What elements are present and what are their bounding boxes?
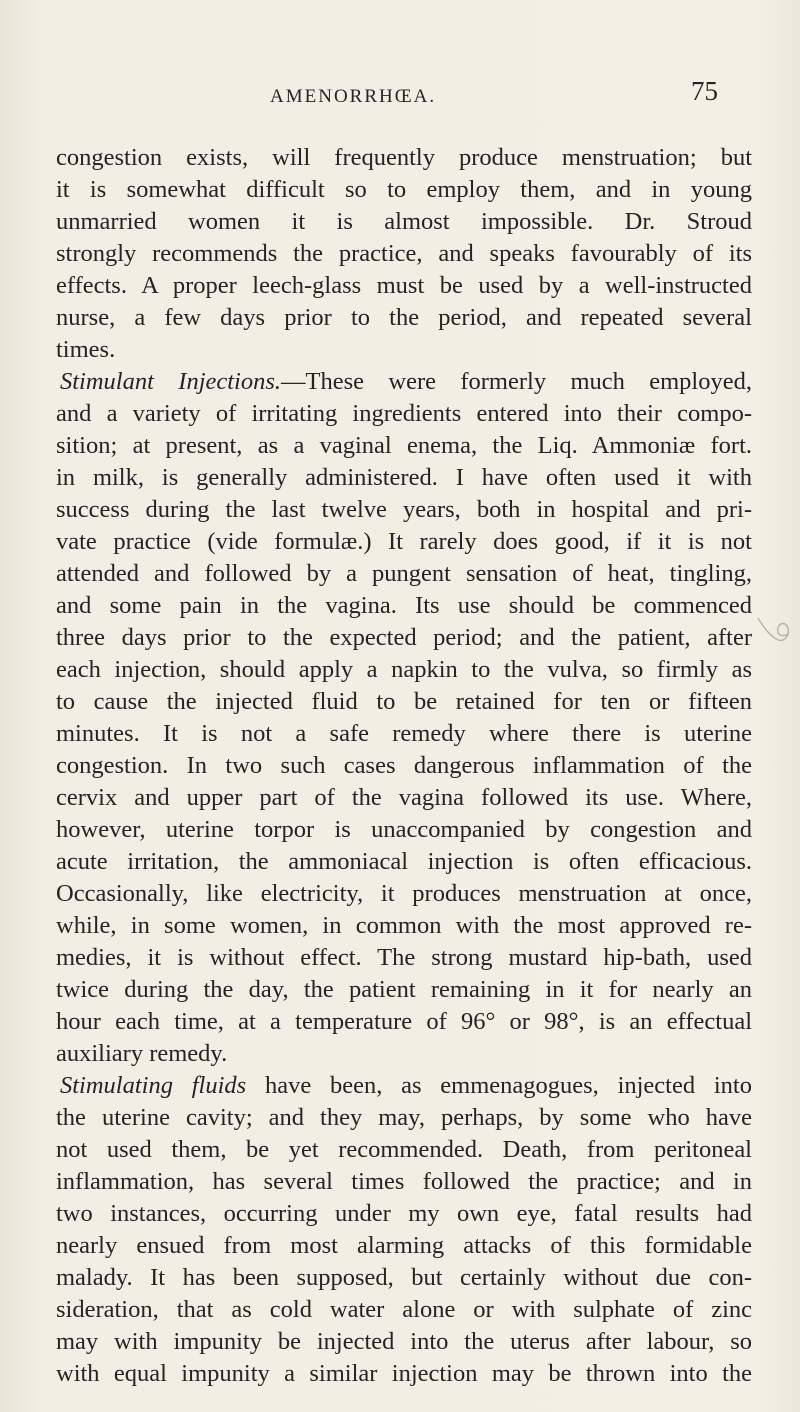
- text-line: Occasionally, like electricity, it produces menstruation at once,: [56, 880, 752, 907]
- text-line: minutes. It is not a safe remedy where there is uterine: [56, 720, 752, 747]
- text-line: sideration, that as cold water alone or with sulphate of zinc: [56, 1296, 752, 1323]
- text-line: twice during the day, the patient remaining in it for nearly an: [56, 976, 752, 1003]
- running-title: AMENORRHŒA.: [270, 86, 437, 107]
- margin-pencil-mark: [756, 612, 792, 648]
- text-line: Stimulating fluids have been, as emmenagogues, injected into: [60, 1072, 752, 1099]
- text-line: success during the last twelve years, both in hospital and pri-: [56, 496, 752, 523]
- text-line: not used them, be yet recommended. Death, from peritoneal: [56, 1136, 752, 1163]
- text-line: with equal impunity a similar injection may be thrown into the: [56, 1360, 752, 1387]
- text-line: sition; at present, as a vaginal enema, the Liq. Ammoniæ fort.: [56, 432, 752, 459]
- section-heading: Stimulating fluids: [60, 1072, 247, 1099]
- text-line: inflammation, has several times followed the practice; and in: [56, 1168, 752, 1195]
- text-line: three days prior to the expected period; and the patient, after: [56, 624, 752, 651]
- text-line: each injection, should apply a napkin to the vulva, so firmly as: [56, 656, 752, 683]
- text-line: effects. A proper leech-glass must be used by a well-instructed: [56, 272, 752, 299]
- text-line: attended and followed by a pungent sensation of heat, tingling,: [56, 560, 752, 587]
- text-line: acute irritation, the ammoniacal injection is often efficacious.: [56, 848, 752, 875]
- text-line: and a variety of irritating ingredients entered into their compo-: [56, 400, 752, 427]
- text-line: unmarried women it is almost impossible. Dr. Stroud: [56, 208, 752, 235]
- text-line: congestion exists, will frequently produce menstruation; but: [56, 144, 752, 171]
- text-line: Stimulant Injections.—These were formerly much employed,: [60, 368, 752, 395]
- text-line: vate practice (vide formulæ.) It rarely does good, if it is not: [56, 528, 752, 555]
- text-line: in milk, is generally administered. I have often used it with: [56, 464, 752, 491]
- text-line: and some pain in the vagina. Its use should be commenced: [56, 592, 752, 619]
- text-line: auxiliary remedy.: [56, 1040, 228, 1067]
- text-line: malady. It has been supposed, but certainly without due con-: [56, 1264, 752, 1291]
- text-line: two instances, occurring under my own eye, fatal results had: [56, 1200, 752, 1227]
- text-line: it is somewhat difficult so to employ them, and in young: [56, 176, 752, 203]
- text-line: congestion. In two such cases dangerous inflammation of the: [56, 752, 752, 779]
- text-line: may with impunity be injected into the uterus after labour, so: [56, 1328, 752, 1355]
- text-line: to cause the injected fluid to be retained for ten or fifteen: [56, 688, 752, 715]
- text-line: while, in some women, in common with the most approved re-: [56, 912, 752, 939]
- text-line: strongly recommends the practice, and speaks favourably of its: [56, 240, 752, 267]
- text-line: medies, it is without effect. The strong mustard hip-bath, used: [56, 944, 752, 971]
- text-line: hour each time, at a temperature of 96° or 98°, is an effectual: [56, 1008, 752, 1035]
- section-heading: Stimulant Injections.: [60, 368, 282, 395]
- text-line: times.: [56, 336, 116, 363]
- text-line: cervix and upper part of the vagina followed its use. Where,: [56, 784, 752, 811]
- text-line: the uterine cavity; and they may, perhaps, by some who have: [56, 1104, 752, 1131]
- text-line: nurse, a few days prior to the period, and repeated several: [56, 304, 752, 331]
- page-number: 75: [691, 76, 718, 106]
- text-line: however, uterine torpor is unaccompanied by congestion and: [56, 816, 752, 843]
- text-line: nearly ensued from most alarming attacks of this formidable: [56, 1232, 752, 1259]
